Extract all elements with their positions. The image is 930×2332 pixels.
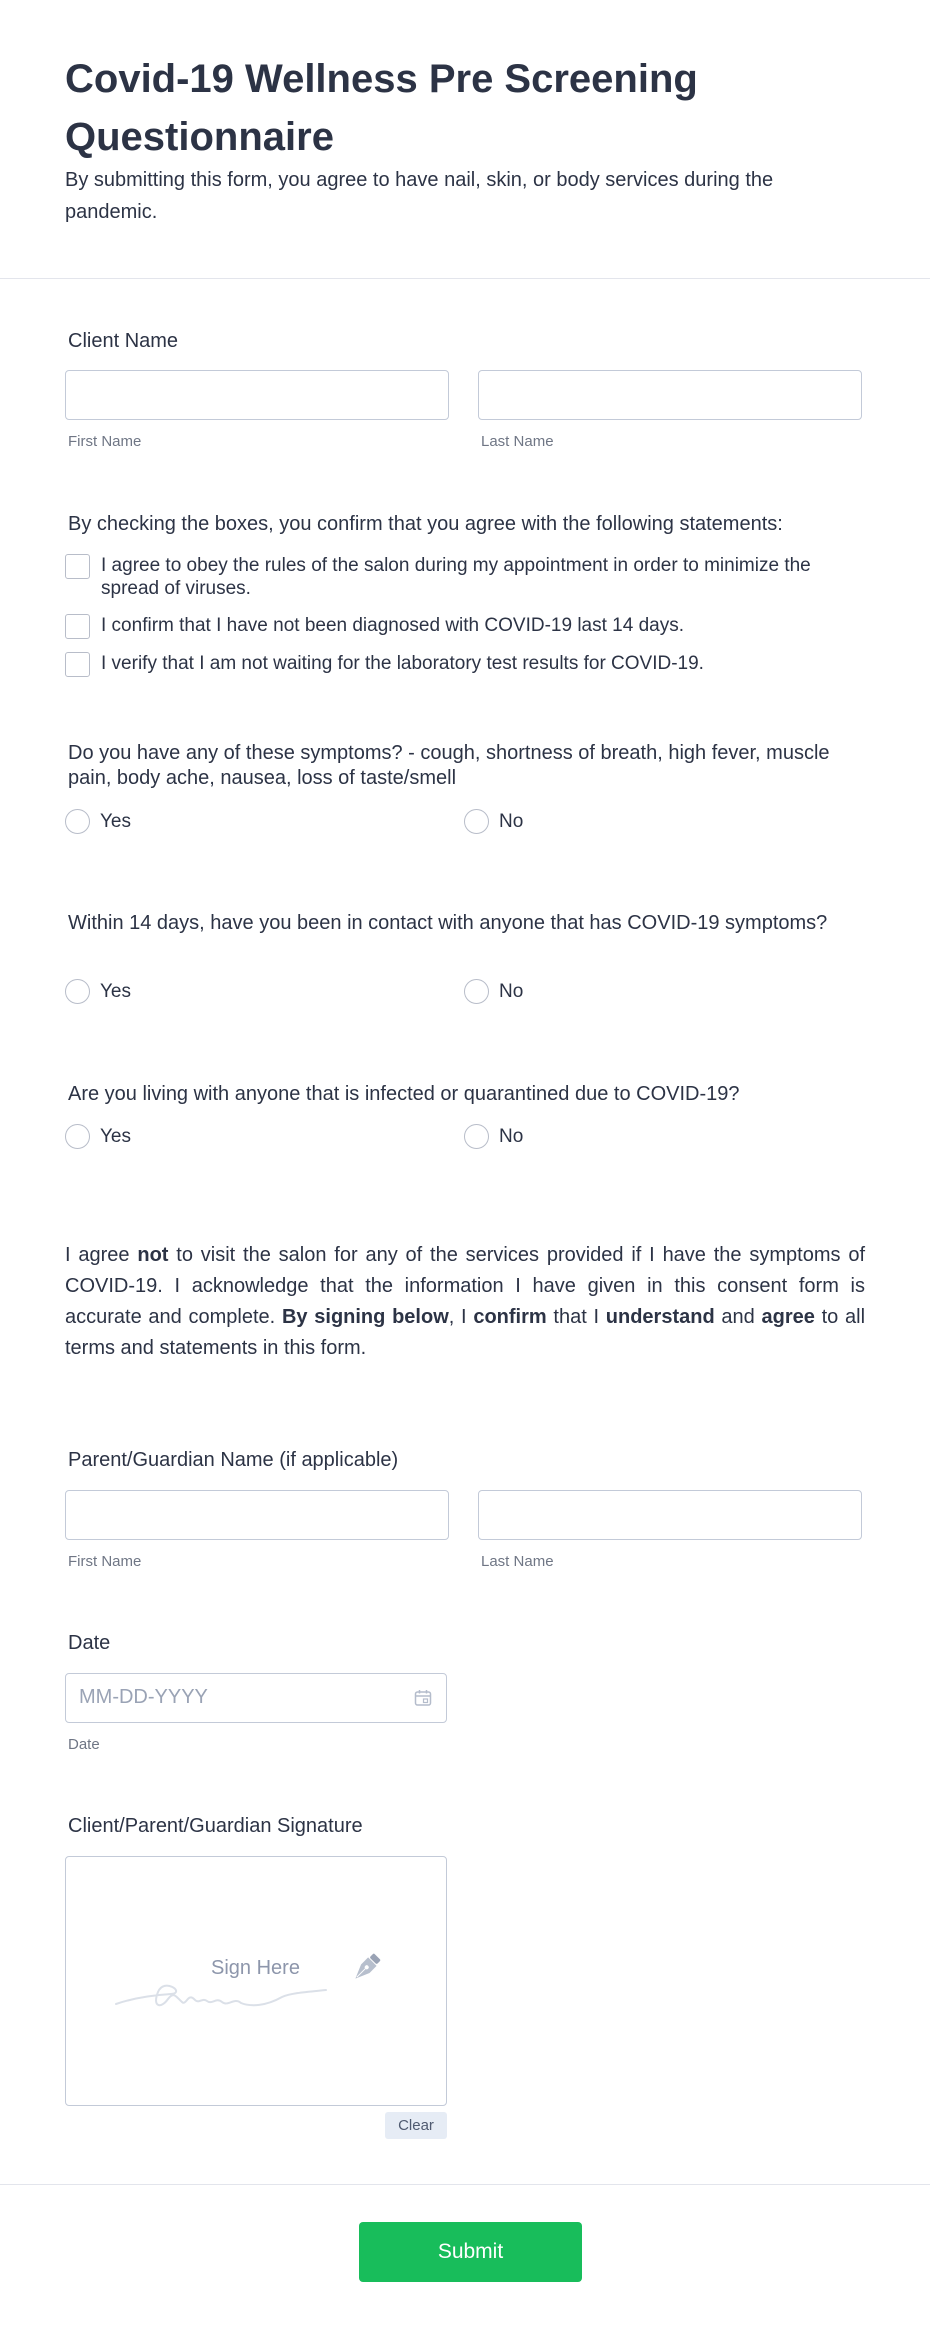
date-placeholder: MM-DD-YYYY: [79, 1686, 208, 1708]
statements-label: By checking the boxes, you confirm that you agree with the following statements:: [68, 513, 783, 535]
radio-button[interactable]: [464, 809, 489, 834]
form-title: Covid-19 Wellness Pre Screening Questionnaire: [65, 57, 698, 159]
radio-label: No: [499, 980, 524, 1002]
radio-button[interactable]: [65, 1124, 90, 1149]
contact-yes-option[interactable]: [65, 979, 131, 1004]
statement-checkbox[interactable]: [65, 652, 90, 677]
symptoms-yes-option[interactable]: [65, 809, 131, 834]
form-header: [0, 0, 930, 279]
calendar-icon[interactable]: [414, 1689, 432, 1712]
symptoms-question-label: Do you have any of these symptoms? - cough, shortness of breath, high fever, muscle pain, body ache, nausea, loss of taste/smell: [68, 742, 830, 789]
radio-label: No: [499, 1125, 524, 1147]
client-first-name-sublabel: First Name: [68, 433, 142, 450]
contact-question-label: Within 14 days, have you been in contact with anyone that has COVID-19 symptoms?: [68, 912, 828, 934]
form-subtitle: By submitting this form, you agree to have nail, skin, or body services during the pandemic.: [65, 169, 774, 223]
radio-label: No: [499, 810, 524, 832]
client-last-name-input[interactable]: [478, 370, 862, 420]
guardian-name-label: Parent/Guardian Name (if applicable): [68, 1449, 399, 1471]
signature-label: Client/Parent/Guardian Signature: [68, 1815, 363, 1837]
statement-text: I agree to obey the rules of the salon during my appointment in order to minimize the spread of viruses.: [101, 555, 811, 599]
living-yes-option[interactable]: [65, 1124, 131, 1149]
clear-signature-button[interactable]: Clear: [385, 2112, 447, 2139]
client-last-name-sublabel: Last Name: [481, 433, 554, 450]
living-no-option[interactable]: [464, 1124, 523, 1149]
statement-checkbox-row[interactable]: [65, 614, 865, 639]
radio-button[interactable]: [65, 979, 90, 1004]
consent-paragraph: I agree not to visit the salon for any of the services provided if I have the symptoms of COVID-19. I acknowledge that the information I have given in this consent form is accurate and complete. By signing below, I confirm that I understand and agree to all terms and statements in this form.: [65, 1244, 866, 1359]
date-input[interactable]: [65, 1673, 447, 1723]
guardian-last-name-sublabel: Last Name: [481, 1553, 554, 1570]
statement-checkbox-row[interactable]: [65, 554, 865, 600]
statement-checkbox[interactable]: [65, 554, 90, 579]
date-sublabel: Date: [68, 1736, 100, 1753]
radio-button[interactable]: [65, 809, 90, 834]
living-question-label: Are you living with anyone that is infected or quarantined due to COVID-19?: [68, 1083, 740, 1105]
sign-here-placeholder: Sign Here: [211, 1957, 300, 1979]
radio-button[interactable]: [464, 979, 489, 1004]
statement-checkbox-row[interactable]: [65, 652, 865, 677]
guardian-first-name-input[interactable]: [65, 1490, 449, 1540]
signature-scribble: [66, 1857, 448, 2107]
submit-button[interactable]: Submit: [359, 2222, 582, 2282]
radio-button[interactable]: [464, 1124, 489, 1149]
radio-label: Yes: [100, 980, 131, 1002]
statement-text: I verify that I am not waiting for the laboratory test results for COVID-19.: [101, 653, 704, 674]
guardian-first-name-sublabel: First Name: [68, 1553, 142, 1570]
radio-label: Yes: [100, 1125, 131, 1147]
signature-pad[interactable]: [65, 1856, 447, 2106]
symptoms-no-option[interactable]: [464, 809, 523, 834]
date-label: Date: [68, 1632, 111, 1654]
statement-text: I confirm that I have not been diagnosed with COVID-19 last 14 days.: [101, 615, 684, 636]
radio-label: Yes: [100, 810, 131, 832]
client-first-name-input[interactable]: [65, 370, 449, 420]
statement-checkbox[interactable]: [65, 614, 90, 639]
contact-no-option[interactable]: [464, 979, 523, 1004]
client-name-label: Client Name: [68, 330, 179, 352]
footer-divider: [0, 2184, 930, 2185]
guardian-last-name-input[interactable]: [478, 1490, 862, 1540]
